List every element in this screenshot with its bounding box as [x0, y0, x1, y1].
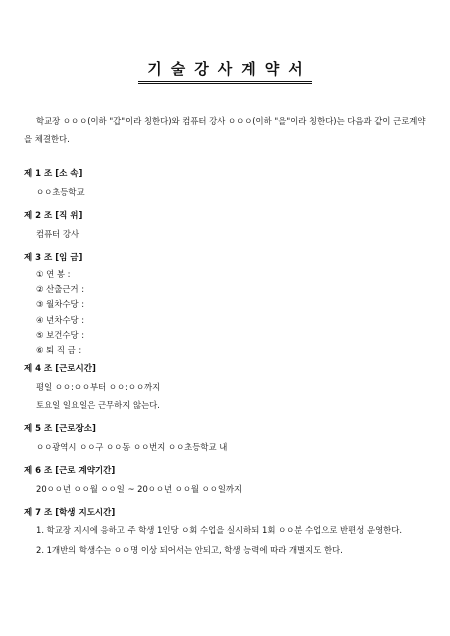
article-line: ㅇㅇ광역시 ㅇㅇ구 ㅇㅇ동 ㅇㅇ번지 ㅇㅇ초등학교 내 — [36, 442, 228, 452]
article-line: 컴퓨터 강사 — [36, 229, 80, 239]
article-5 — [24, 420, 434, 456]
article-7 — [24, 504, 434, 558]
numbered-item: 2. 1개반의 학생수는 ㅇㅇ명 이상 되어서는 안되고, 학생 능력에 따라 개별지도 한다. — [36, 545, 343, 555]
pay-item: ② 산출근거 : — [36, 284, 85, 295]
article-line: 평일 ㅇㅇ:ㅇㅇ부터 ㅇㅇ:ㅇㅇ까지 — [36, 382, 161, 392]
article-title: 제 2 조 [직 위] — [24, 211, 83, 221]
pay-item: ④ 년차수당 : — [36, 314, 85, 325]
document-title: 기술강사계약서 — [138, 58, 311, 84]
intro-paragraph: 학교장 ㅇㅇㅇ(이하 "갑"이라 칭한다)와 컴퓨터 강사 ㅇㅇㅇ(이하 "을"이라 칭한다)는 다음과 같이 근로계약을 체결한다. — [24, 116, 426, 144]
article-title: 제 3 조 [임 금] — [24, 253, 83, 263]
article-line: ㅇㅇ초등학교 — [36, 187, 85, 197]
article-line: 토요일 일요일은 근무하지 않는다. — [36, 400, 160, 410]
article-line: 20ㅇㅇ년 ㅇㅇ월 ㅇㅇ일 ~ 20ㅇㅇ년 ㅇㅇ월 ㅇㅇ일까지 — [36, 484, 243, 494]
article-4 — [24, 360, 434, 414]
article-title: 제 6 조 [근로 계약기간] — [24, 466, 116, 476]
pay-item: ① 연 봉 : — [36, 269, 71, 279]
title-area — [0, 58, 450, 84]
pay-item: ⑤ 보건수당 : — [36, 329, 85, 340]
article-title: 제 4 조 [근로시간] — [24, 364, 96, 374]
pay-item: ⑥ 퇴 직 금 : — [36, 344, 82, 355]
article-title: 제 5 조 [근로장소] — [24, 424, 96, 434]
pay-item: ③ 월차수당 : — [36, 299, 85, 310]
article-title: 제 1 조 [소 속] — [24, 169, 83, 179]
article-1 — [24, 165, 434, 201]
article-2 — [24, 207, 434, 243]
article-3 — [24, 249, 434, 358]
article-6 — [24, 462, 434, 498]
numbered-item: 1. 학교장 지시에 응하고 주 학생 1인당 ㅇ회 수업을 실시하되 1회 ㅇㅇ분 수업으로 반편성 운영한다. — [36, 525, 403, 535]
article-title: 제 7 조 [학생 지도시간] — [24, 508, 116, 518]
